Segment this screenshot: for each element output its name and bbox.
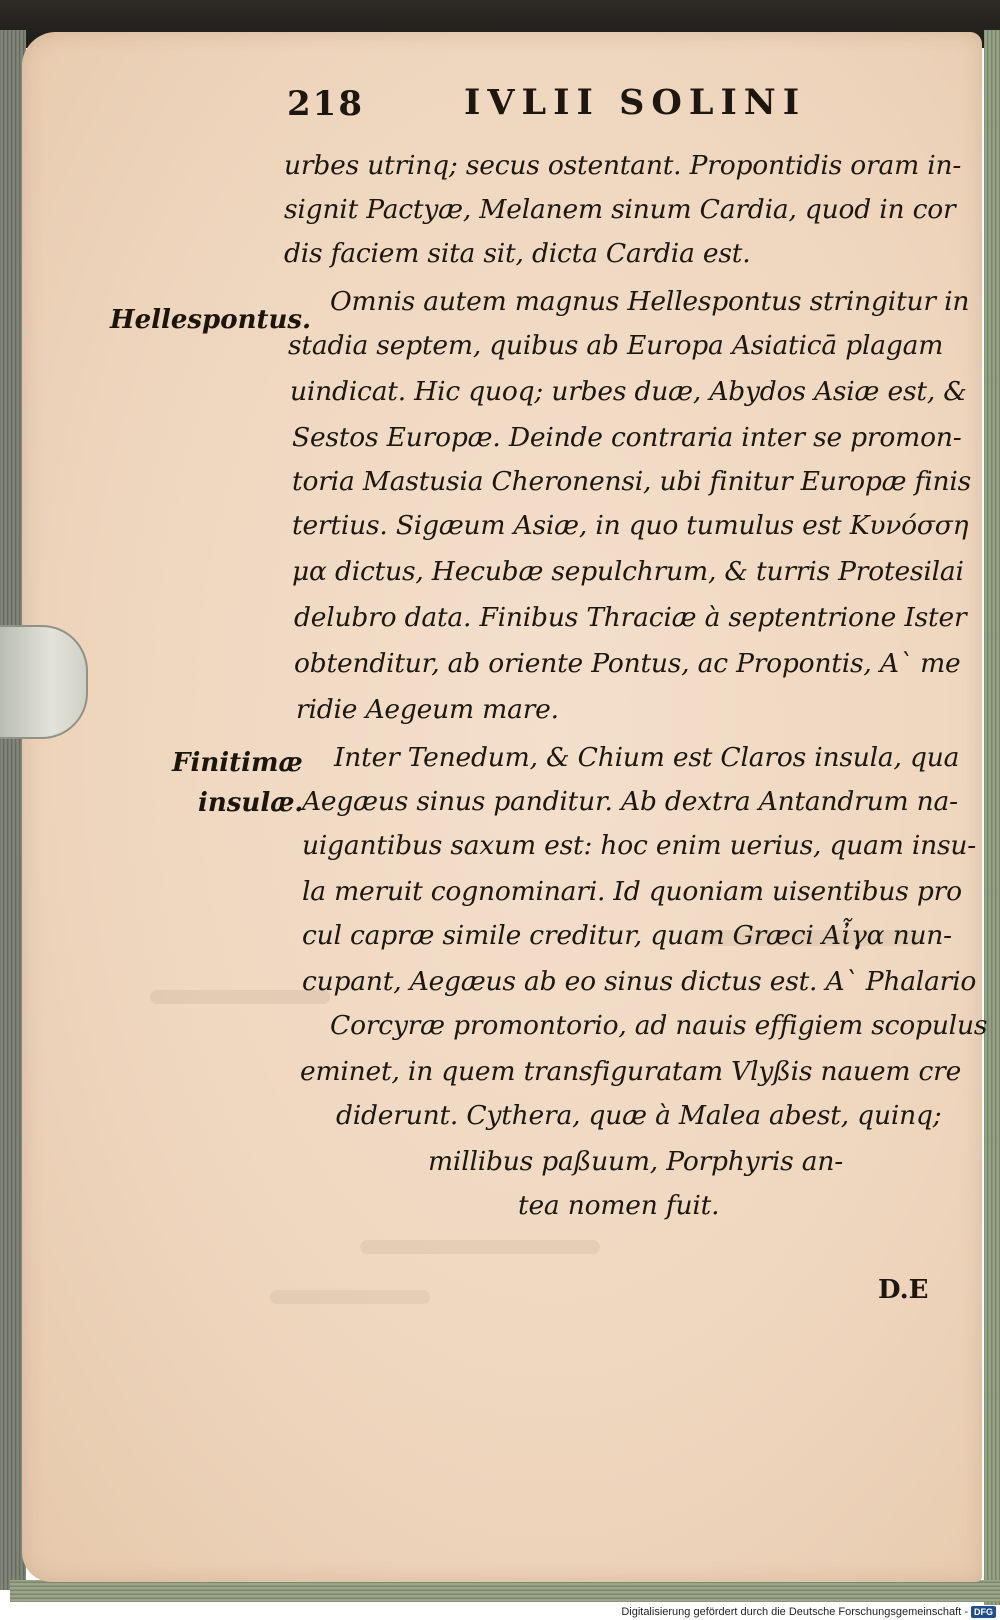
page-edges-right bbox=[984, 30, 1000, 1605]
text-line: cupant, Aegæus ab eo sinus dictus est. A` Phalario bbox=[302, 966, 977, 997]
running-title: IVLII SOLINI bbox=[464, 82, 807, 123]
text-line: uigantibus saxum est: hoc enim uerius, quam insu- bbox=[302, 830, 977, 861]
text-line: uindicat. Hic quoq; urbes duæ, Abydos Asiæ est, & bbox=[290, 376, 967, 407]
dfg-logo: DFG bbox=[971, 1606, 996, 1618]
text-line: obtenditur, ab oriente Pontus, ac Propontis, A` me bbox=[294, 648, 961, 679]
text-line: tertius. Sigæum Asiæ, in quo tumulus est Κυνόσση bbox=[292, 510, 969, 541]
text-line: Sestos Europæ. Deinde contraria inter se promon- bbox=[292, 422, 962, 453]
text-line: signit Pactyæ, Melanem sinum Cardia, quod in cor bbox=[284, 194, 956, 225]
text-line: Inter Tenedum, & Chium est Claros insula, qua bbox=[334, 742, 960, 773]
text-line: diderunt. Cythera, quæ à Malea abest, quinq; bbox=[336, 1100, 942, 1131]
signature-mark: D.E bbox=[878, 1275, 929, 1305]
text-line: dis faciem sita sit, dicta Cardia est. bbox=[284, 238, 751, 269]
text-line: delubro data. Finibus Thraciæ à septentrione Ister bbox=[294, 602, 967, 633]
margin-note-hellespontus: Hellespontus. bbox=[110, 305, 312, 335]
text-line: Aegæus sinus panditur. Ab dextra Antandrum na- bbox=[302, 786, 958, 817]
text-line: μα dictus, Hecubæ sepulchrum, & turris Protesilai bbox=[292, 556, 964, 587]
bleed-through-mark bbox=[360, 1240, 600, 1254]
text-line: Omnis autem magnus Hellespontus stringitur in bbox=[330, 286, 970, 317]
bleed-through-mark bbox=[270, 1290, 430, 1304]
text-line: urbes utrinq; secus ostentant. Propontidis oram in- bbox=[284, 150, 962, 181]
credit-text: Digitalisierung gefördert durch die Deutsche Forschungsgemeinschaft - bbox=[621, 1606, 968, 1618]
margin-note-finitimae: Finitimæ bbox=[172, 748, 303, 778]
page-edges-bottom bbox=[10, 1580, 1000, 1602]
text-line: ridie Aegeum mare. bbox=[296, 694, 559, 725]
text-line: stadia septem, quibus ab Europa Asiaticā plagam bbox=[288, 330, 944, 361]
text-line: millibus paßuum, Porphyris an- bbox=[428, 1146, 844, 1177]
text-line: cul capræ simile creditur, quam Græci Aἶγα nun- bbox=[302, 920, 952, 951]
text-line: toria Mastusia Cheronensi, ubi finitur Europæ finis bbox=[292, 466, 972, 497]
bookmark-tab bbox=[0, 625, 88, 739]
text-line: tea nomen fuit. bbox=[518, 1190, 720, 1221]
text-line: la meruit cognominari. Id quoniam uisentibus pro bbox=[302, 876, 962, 907]
margin-note-insulae: insulæ. bbox=[198, 788, 304, 818]
page-number: 218 bbox=[287, 84, 364, 124]
text-line: eminet, in quem transfiguratam Vlyßis nauem cre bbox=[300, 1056, 962, 1087]
text-line: Corcyræ promontorio, ad nauis effigiem scopulus bbox=[330, 1010, 988, 1041]
digitization-credit bbox=[621, 1606, 996, 1618]
